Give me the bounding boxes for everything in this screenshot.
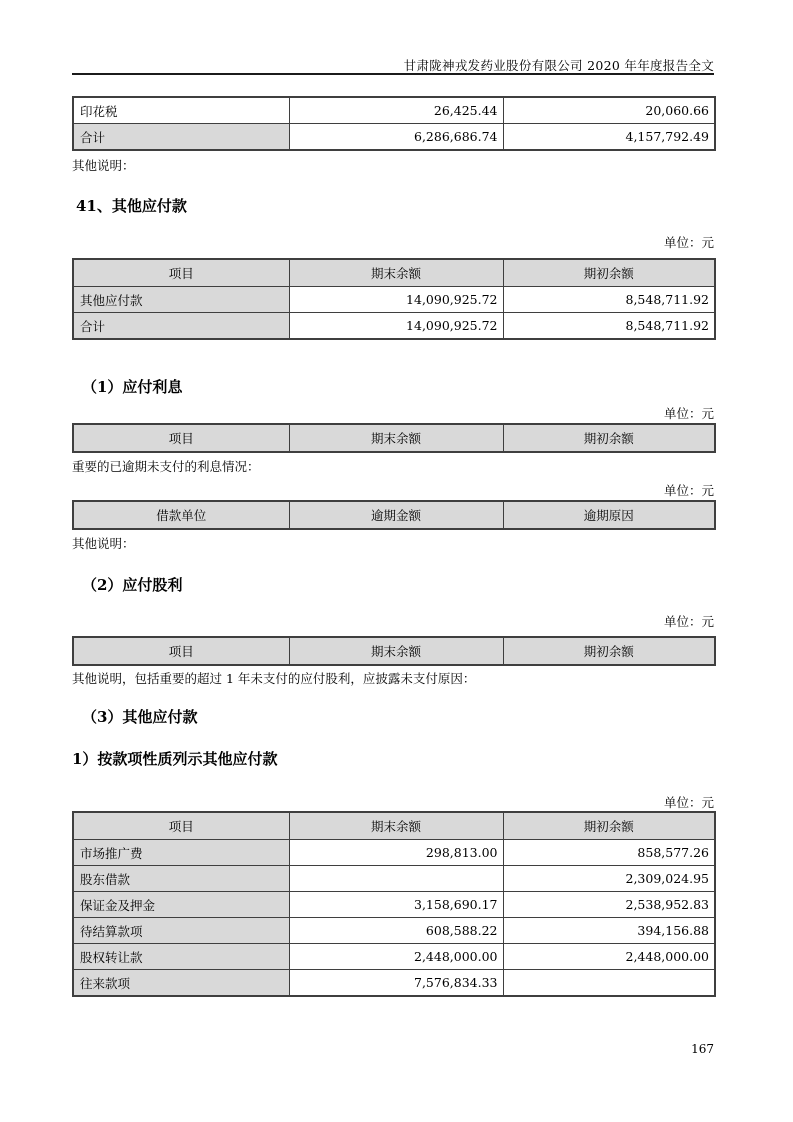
beginning-balance-cell: 2,448,000.00 [503, 944, 715, 970]
beginning-balance-cell: 858,577.26 [503, 840, 715, 866]
ending-balance-cell: 14,090,925.72 [289, 313, 503, 340]
table-row [73, 97, 715, 124]
table-header-row [73, 424, 715, 452]
column-header-borrower: 借款单位 [73, 501, 289, 529]
beginning-balance-cell: 8,548,711.92 [503, 313, 715, 340]
other-note: 其他说明： [72, 158, 135, 173]
beginning-balance-cell: 394,156.88 [503, 918, 715, 944]
table-row [73, 944, 715, 970]
table-row [73, 970, 715, 997]
row-label: 待结算款项 [73, 918, 289, 944]
dividends-payable-table [72, 636, 716, 666]
overdue-interest-table [72, 500, 716, 530]
dividend-note: 其他说明，包括重要的超过 1 年未支付的应付股利，应披露未支付原因： [72, 671, 476, 686]
ending-balance-cell: 3,158,690.17 [289, 892, 503, 918]
beginning-balance-cell [503, 970, 715, 997]
ending-balance-cell: 608,588.22 [289, 918, 503, 944]
ending-balance-cell: 6,286,686.74 [289, 124, 503, 151]
unit-label: 单位：元 [663, 795, 714, 810]
table-row-total [73, 313, 715, 340]
column-header-overdue-amount: 逾期金额 [289, 501, 503, 529]
row-label: 往来款项 [73, 970, 289, 997]
table-row [73, 892, 715, 918]
unit-label: 单位：元 [663, 614, 714, 629]
column-header-ending-balance: 期末余额 [289, 424, 503, 452]
column-header-ending-balance: 期末余额 [289, 259, 503, 287]
column-header-overdue-reason: 逾期原因 [503, 501, 715, 529]
column-header-item: 项目 [73, 259, 289, 287]
row-label: 股权转让款 [73, 944, 289, 970]
row-label: 合计 [73, 313, 289, 340]
column-header-beginning-balance: 期初余额 [503, 424, 715, 452]
other-payables-by-nature-table [72, 811, 716, 997]
section-41-1-heading: （1）应付利息 [82, 378, 183, 396]
row-label: 其他应付款 [73, 287, 289, 313]
column-header-item: 项目 [73, 812, 289, 840]
header-rule [72, 73, 714, 75]
column-header-ending-balance: 期末余额 [289, 812, 503, 840]
section-41-3-1-heading: 1）按款项性质列示其他应付款 [72, 750, 278, 768]
beginning-balance-cell: 20,060.66 [503, 97, 715, 124]
column-header-ending-balance: 期末余额 [289, 637, 503, 665]
table-header-row [73, 501, 715, 529]
beginning-balance-cell: 2,538,952.83 [503, 892, 715, 918]
column-header-beginning-balance: 期初余额 [503, 637, 715, 665]
beginning-balance-cell: 4,157,792.49 [503, 124, 715, 151]
table-row [73, 918, 715, 944]
report-header-title: 甘肃陇神戎发药业股份有限公司 2020 年年度报告全文 [403, 58, 714, 73]
section-41-2-heading: （2）应付股利 [82, 576, 183, 594]
overdue-interest-note: 重要的已逾期未支付的利息情况： [72, 459, 260, 474]
table-row [73, 866, 715, 892]
ending-balance-cell: 2,448,000.00 [289, 944, 503, 970]
column-header-beginning-balance: 期初余额 [503, 259, 715, 287]
table-header-row [73, 259, 715, 287]
row-label: 股东借款 [73, 866, 289, 892]
row-label: 保证金及押金 [73, 892, 289, 918]
table-row-total [73, 124, 715, 151]
stamp-tax-table-continuation [72, 96, 716, 151]
column-header-beginning-balance: 期初余额 [503, 812, 715, 840]
other-note: 其他说明： [72, 536, 135, 551]
ending-balance-cell: 7,576,834.33 [289, 970, 503, 997]
row-label: 印花税 [73, 97, 289, 124]
column-header-item: 项目 [73, 424, 289, 452]
column-header-item: 项目 [73, 637, 289, 665]
ending-balance-cell: 298,813.00 [289, 840, 503, 866]
unit-label: 单位：元 [663, 406, 714, 421]
unit-label: 单位：元 [663, 483, 714, 498]
section-41-heading: 41、其他应付款 [76, 197, 187, 215]
unit-label: 单位：元 [663, 235, 714, 250]
table-header-row [73, 812, 715, 840]
page-number: 167 [691, 1042, 714, 1056]
ending-balance-cell [289, 866, 503, 892]
interest-payable-table [72, 423, 716, 453]
row-label: 市场推广费 [73, 840, 289, 866]
beginning-balance-cell: 8,548,711.92 [503, 287, 715, 313]
ending-balance-cell: 26,425.44 [289, 97, 503, 124]
ending-balance-cell: 14,090,925.72 [289, 287, 503, 313]
beginning-balance-cell: 2,309,024.95 [503, 866, 715, 892]
table-header-row [73, 637, 715, 665]
other-payables-table [72, 258, 716, 340]
table-row [73, 287, 715, 313]
section-41-3-heading: （3）其他应付款 [82, 708, 198, 726]
table-row [73, 840, 715, 866]
row-label: 合计 [73, 124, 289, 151]
